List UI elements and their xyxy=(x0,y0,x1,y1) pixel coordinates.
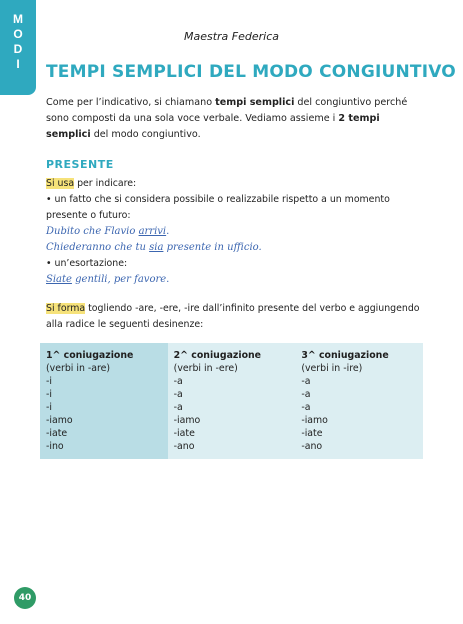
table-row xyxy=(40,343,423,459)
intro-bold: tempi semplici xyxy=(215,97,295,108)
example-verb: sia xyxy=(149,242,164,253)
ending: -iamo xyxy=(173,415,201,426)
side-tab-letter: D xyxy=(13,42,23,56)
usa-rest: per indicare: xyxy=(74,178,137,189)
side-tab-letter: O xyxy=(13,27,23,41)
intro-bold: 2 tempi semplici xyxy=(46,113,380,140)
column-third-conjugation xyxy=(295,343,423,459)
example-text: gentili, per favore. xyxy=(71,274,170,285)
ending: -iamo xyxy=(301,415,328,426)
side-tab-letter: M xyxy=(13,12,23,26)
column-heading: 2^ coniugazione xyxy=(173,350,262,361)
ending: -ano xyxy=(301,441,323,452)
column-first-conjugation xyxy=(40,343,168,459)
page-title: TEMPI SEMPLICI DEL MODO CONGIUNTIVO xyxy=(46,62,456,82)
ending: -a xyxy=(173,376,183,387)
ending: -a xyxy=(173,402,183,413)
example-text: Chiederanno che tu xyxy=(46,242,150,253)
endings-table xyxy=(40,343,423,459)
ending: -i xyxy=(46,376,52,387)
intro-paragraph xyxy=(46,95,426,143)
formation-paragraph xyxy=(46,301,431,333)
ending: -iate xyxy=(301,428,323,439)
column-subheading: (verbi in -ere) xyxy=(173,363,238,374)
ending: -i xyxy=(46,402,52,413)
ending: -iamo xyxy=(46,415,73,426)
ending: -ano xyxy=(173,441,195,452)
bullet-exhortation: • un’esortazione: xyxy=(46,258,128,269)
ending: -ino xyxy=(46,441,64,452)
side-tab-letter: I xyxy=(16,57,20,71)
intro-text: Come per l’indicativo, si chiamano xyxy=(46,97,216,108)
bullet-possible: • un fatto che si considera possibile o realizzabile rispetto a un momento presente o futuro: xyxy=(46,194,390,221)
usage-line xyxy=(46,176,431,192)
ending: -a xyxy=(301,389,311,400)
page-number: 40 xyxy=(14,587,36,609)
section-heading: PRESENTE xyxy=(46,158,114,171)
forma-rest: togliendo -are, -ere, -ire dall’infinito presente del verbo e aggiungendo alla radice le seguenti desinenze: xyxy=(46,303,420,330)
column-heading: 1^ coniugazione xyxy=(46,350,134,361)
ending: -a xyxy=(301,376,311,387)
example-verb: Siate xyxy=(46,274,72,285)
example-verb: arrivi xyxy=(138,226,167,237)
intro-text: del modo congiuntivo. xyxy=(90,129,201,140)
example-text: presente in ufficio. xyxy=(163,242,262,253)
example-text: . xyxy=(166,226,170,237)
side-tab-modi xyxy=(0,0,36,95)
ending: -a xyxy=(173,389,183,400)
forma-highlight: Si forma xyxy=(46,303,86,314)
example-3 xyxy=(46,272,431,288)
column-subheading: (verbi in -ire) xyxy=(301,363,363,374)
column-second-conjugation xyxy=(168,343,296,459)
example-text: Dubito che Flavio xyxy=(46,226,139,237)
example-1 xyxy=(46,224,431,240)
intro-text: del congiuntivo perché sono composti da una sola voce verbale. Vediamo assieme i xyxy=(46,97,408,124)
usa-highlight: Si usa xyxy=(46,178,75,189)
ending: -i xyxy=(46,389,52,400)
usage-block xyxy=(46,176,431,288)
example-2 xyxy=(46,240,431,256)
ending: -a xyxy=(301,402,311,413)
column-heading: 3^ coniugazione xyxy=(301,350,389,361)
ending: -iate xyxy=(46,428,68,439)
column-subheading: (verbi in -are) xyxy=(46,363,111,374)
author-name: Maestra Federica xyxy=(183,30,279,43)
ending: -iate xyxy=(173,428,195,439)
